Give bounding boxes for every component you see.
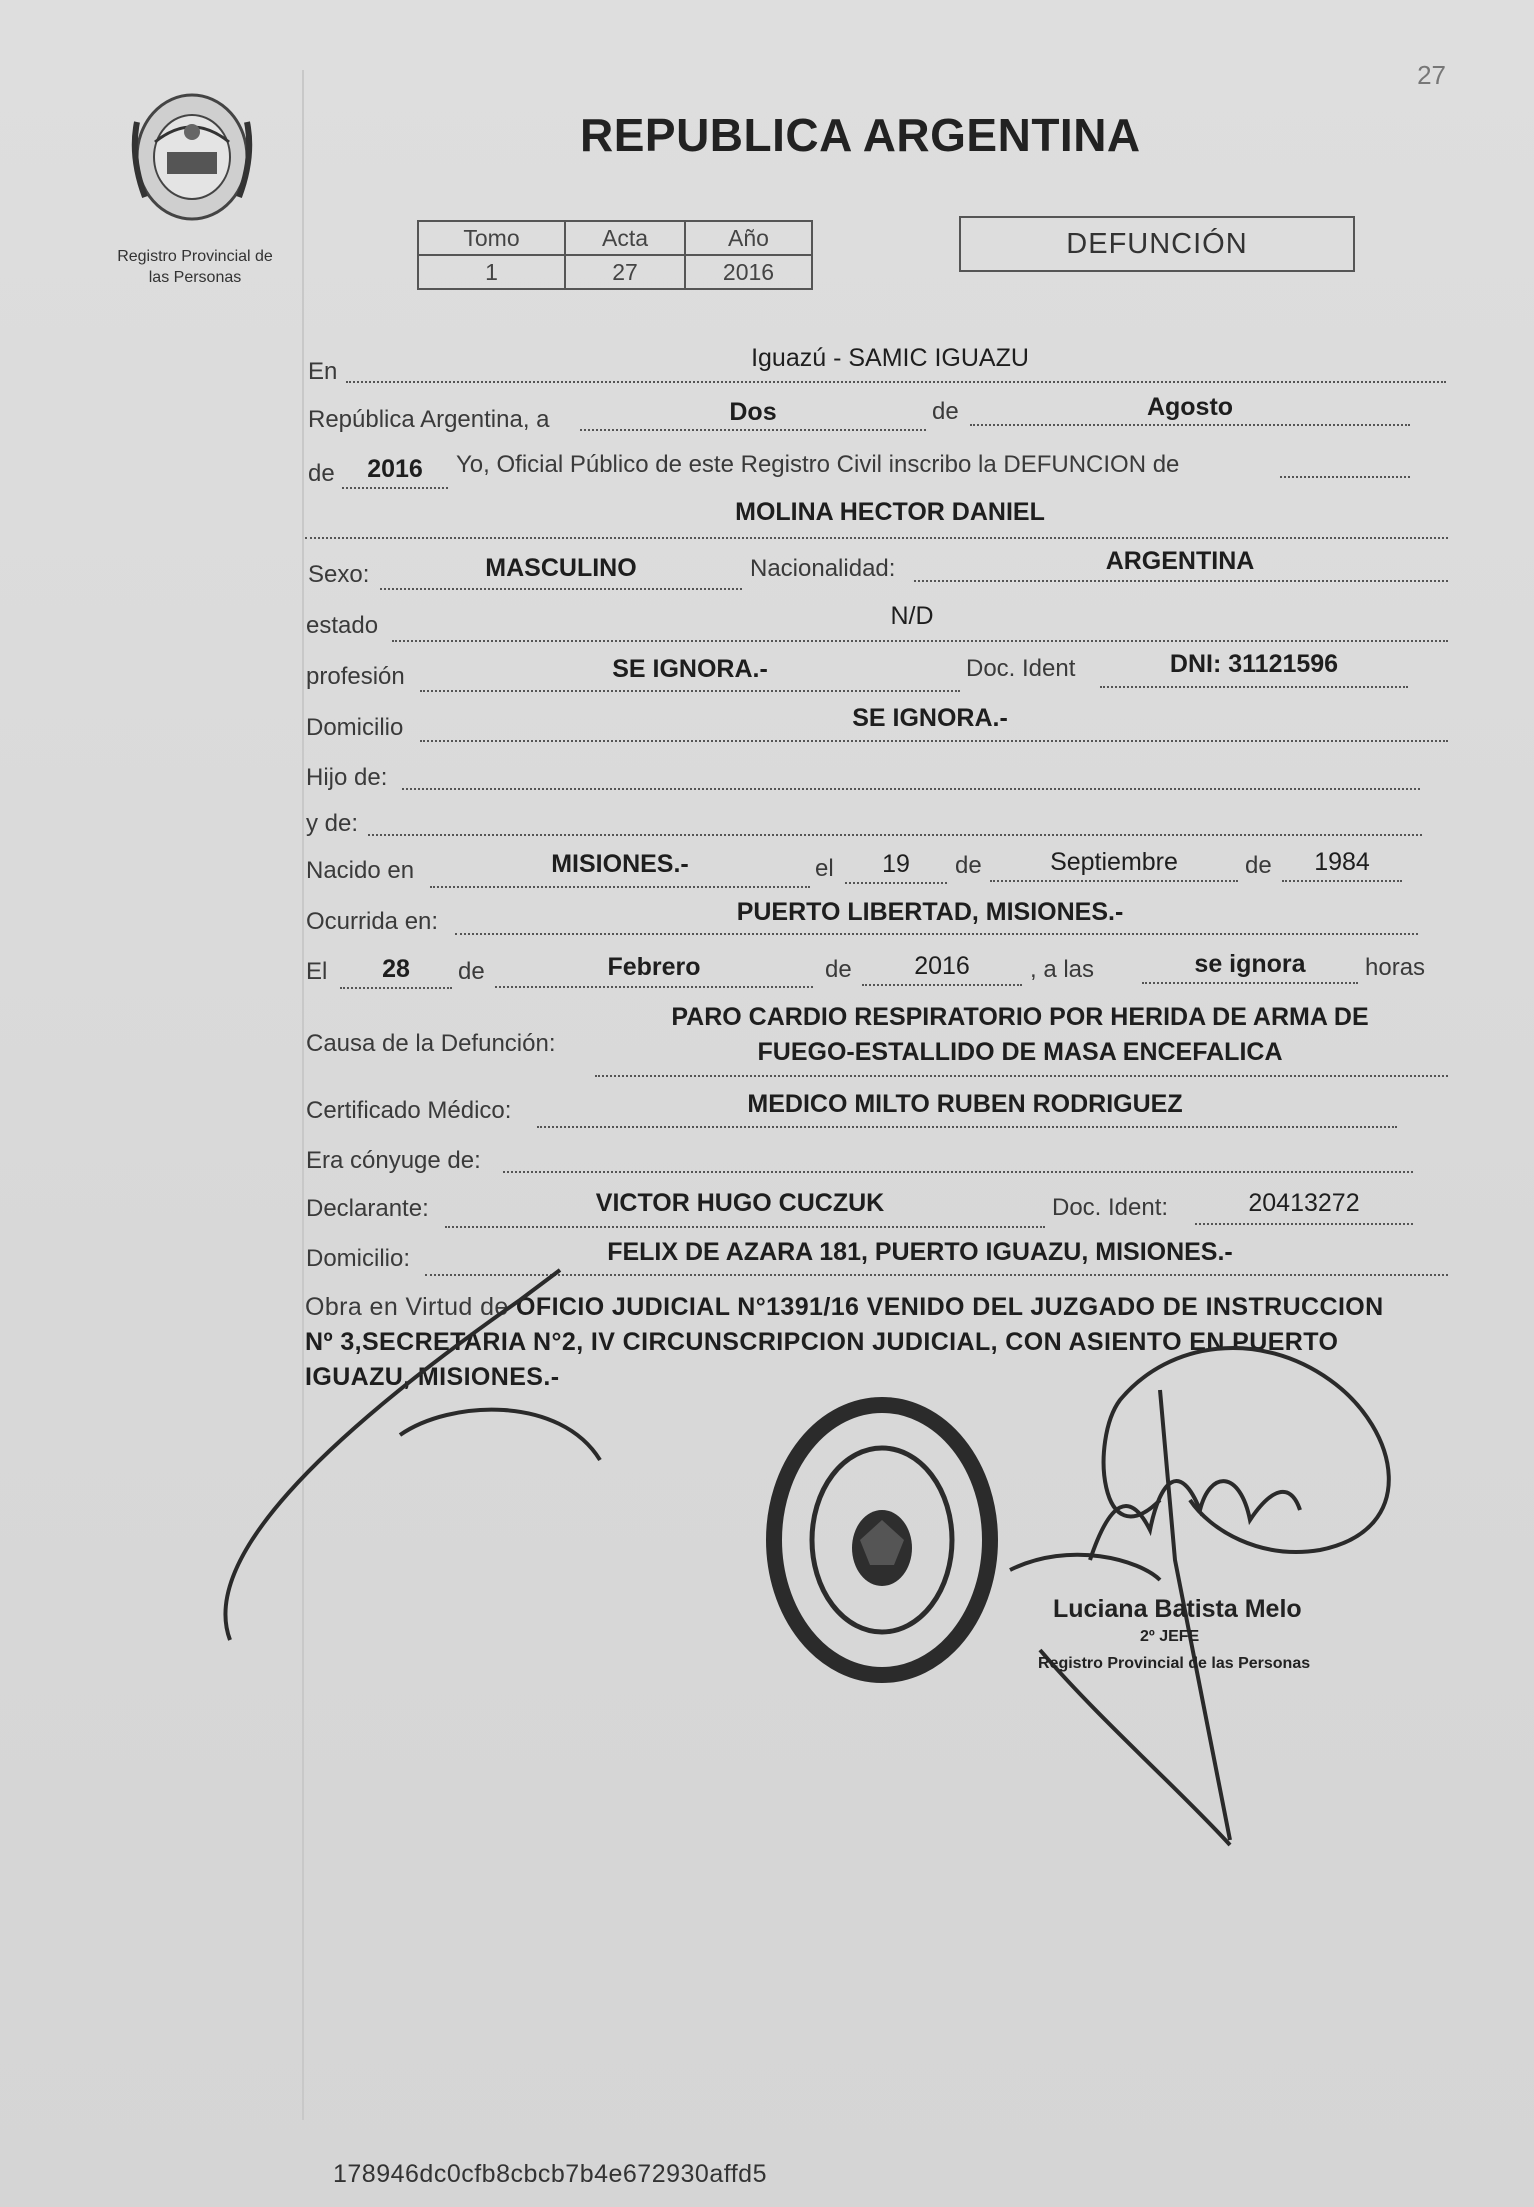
causa-line-2: FUEGO-ESTALLIDO DE MASA ENCEFALICA: [757, 1038, 1283, 1066]
page-number: 27: [1417, 60, 1446, 90]
lugar-value: Iguazú - SAMIC IGUAZU: [751, 344, 1029, 372]
profesion-value: SE IGNORA.-: [612, 655, 768, 683]
estado-value: N/D: [890, 602, 934, 630]
value-tomo: 1: [418, 255, 565, 289]
certificado-label: Certificado Médico:: [306, 1097, 512, 1124]
def-hora-value: se ignora: [1194, 950, 1306, 978]
def-dia-value: 28: [382, 955, 410, 983]
nombre-value: MOLINA HECTOR DANIEL: [735, 498, 1045, 526]
signature-icon: [225, 1270, 1388, 1845]
mes-value: Agosto: [1146, 393, 1234, 421]
header-anio: Año: [685, 221, 812, 255]
page-title: REPUBLICA ARGENTINA: [580, 109, 1141, 161]
de-label: de: [1245, 852, 1272, 879]
de-label: de: [932, 398, 959, 425]
de-label: de: [825, 956, 852, 983]
obra-text-1: OFICIO JUDICIAL N°1391/16 VENIDO DEL JUZGADO DE INSTRUCCION: [516, 1293, 1384, 1321]
domicilio-value: SE IGNORA.-: [852, 704, 1008, 732]
anio-value: 2016: [367, 455, 423, 483]
obra-line-3: IGUAZU, MISIONES.-: [305, 1363, 560, 1391]
obra-line-2: Nº 3,SECRETARIA N°2, IV CIRCUNSCRIPCION JUDICIAL, CON ASIENTO EN PUERTO: [305, 1328, 1339, 1356]
dia-value: Dos: [729, 398, 777, 426]
decl-doc-value: 20413272: [1248, 1189, 1360, 1217]
value-acta: 27: [565, 255, 685, 289]
nacionalidad-label: Nacionalidad:: [750, 555, 896, 582]
document-hash: 178946dc0cfb8cbcb7b4e672930affd5: [333, 2160, 767, 2188]
certificado-value: MEDICO MILTO RUBEN RODRIGUEZ: [747, 1090, 1183, 1118]
en-label: En: [308, 358, 338, 385]
value-anio: 2016: [685, 255, 812, 289]
decl-doc-label: Doc. Ident:: [1052, 1194, 1169, 1221]
el-label: el: [815, 855, 834, 882]
signature-name: Luciana Batista Melo: [1053, 1595, 1302, 1623]
decl-dom-value: FELIX DE AZARA 181, PUERTO IGUAZU, MISIONES.-: [607, 1238, 1233, 1266]
nacido-value: MISIONES.-: [551, 850, 689, 878]
ocurrida-label: Ocurrida en:: [306, 908, 439, 935]
nacido-label: Nacido en: [306, 857, 415, 884]
signature-org: Registro Provincial de las Personas: [1038, 1655, 1311, 1672]
obra-label: Obra en Virtud de: [305, 1293, 509, 1321]
de-label: de: [308, 460, 335, 487]
header-acta: Acta: [565, 221, 685, 255]
el-label: El: [306, 958, 328, 985]
def-mes-value: Febrero: [607, 953, 701, 981]
de-label: de: [458, 958, 485, 985]
estado-label: estado: [306, 612, 379, 639]
causa-line-1: PARO CARDIO RESPIRATORIO POR HERIDA DE ARMA DE: [671, 1003, 1369, 1031]
causa-label: Causa de la Defunción:: [306, 1030, 556, 1057]
domicilio-label: Domicilio: [306, 714, 404, 741]
record-type-box: DEFUNCIÓN: [959, 216, 1355, 272]
alas-label: , a las: [1030, 956, 1095, 983]
doc-value: DNI: 31121596: [1169, 650, 1339, 678]
ocurrida-value: PUERTO LIBERTAD, MISIONES.-: [736, 898, 1124, 926]
declarante-value: VICTOR HUGO CUCZUK: [595, 1189, 885, 1217]
nac-dia-value: 19: [882, 850, 910, 878]
sexo-value: MASCULINO: [485, 554, 637, 582]
def-anio-value: 2016: [914, 952, 970, 980]
hijo-label: Hijo de:: [306, 764, 388, 791]
conyuge-label: Era cónyuge de:: [306, 1147, 481, 1174]
de-label: de: [955, 852, 982, 879]
nac-anio-value: 1984: [1314, 848, 1370, 876]
declarante-label: Declarante:: [306, 1195, 429, 1222]
republica-label: República Argentina, a: [308, 406, 550, 433]
nac-mes-value: Septiembre: [1050, 848, 1178, 876]
profesion-label: profesión: [306, 663, 405, 690]
horas-label: horas: [1365, 954, 1426, 981]
decl-dom-label: Domicilio:: [306, 1245, 411, 1272]
seal-stamp-icon: [774, 1405, 990, 1675]
inscribo-text: Yo, Oficial Público de este Registro Civil inscribo la DEFUNCION de: [456, 451, 1180, 478]
registry-label: Registro Provincial de las Personas: [117, 248, 273, 286]
yde-label: y de:: [306, 810, 359, 837]
signature-role: 2º JEFE: [1140, 1628, 1200, 1645]
header-tomo: Tomo: [418, 221, 565, 255]
doc-label: Doc. Ident: [966, 655, 1076, 682]
nacionalidad-value: ARGENTINA: [1105, 547, 1255, 575]
sexo-label: Sexo:: [308, 561, 370, 588]
